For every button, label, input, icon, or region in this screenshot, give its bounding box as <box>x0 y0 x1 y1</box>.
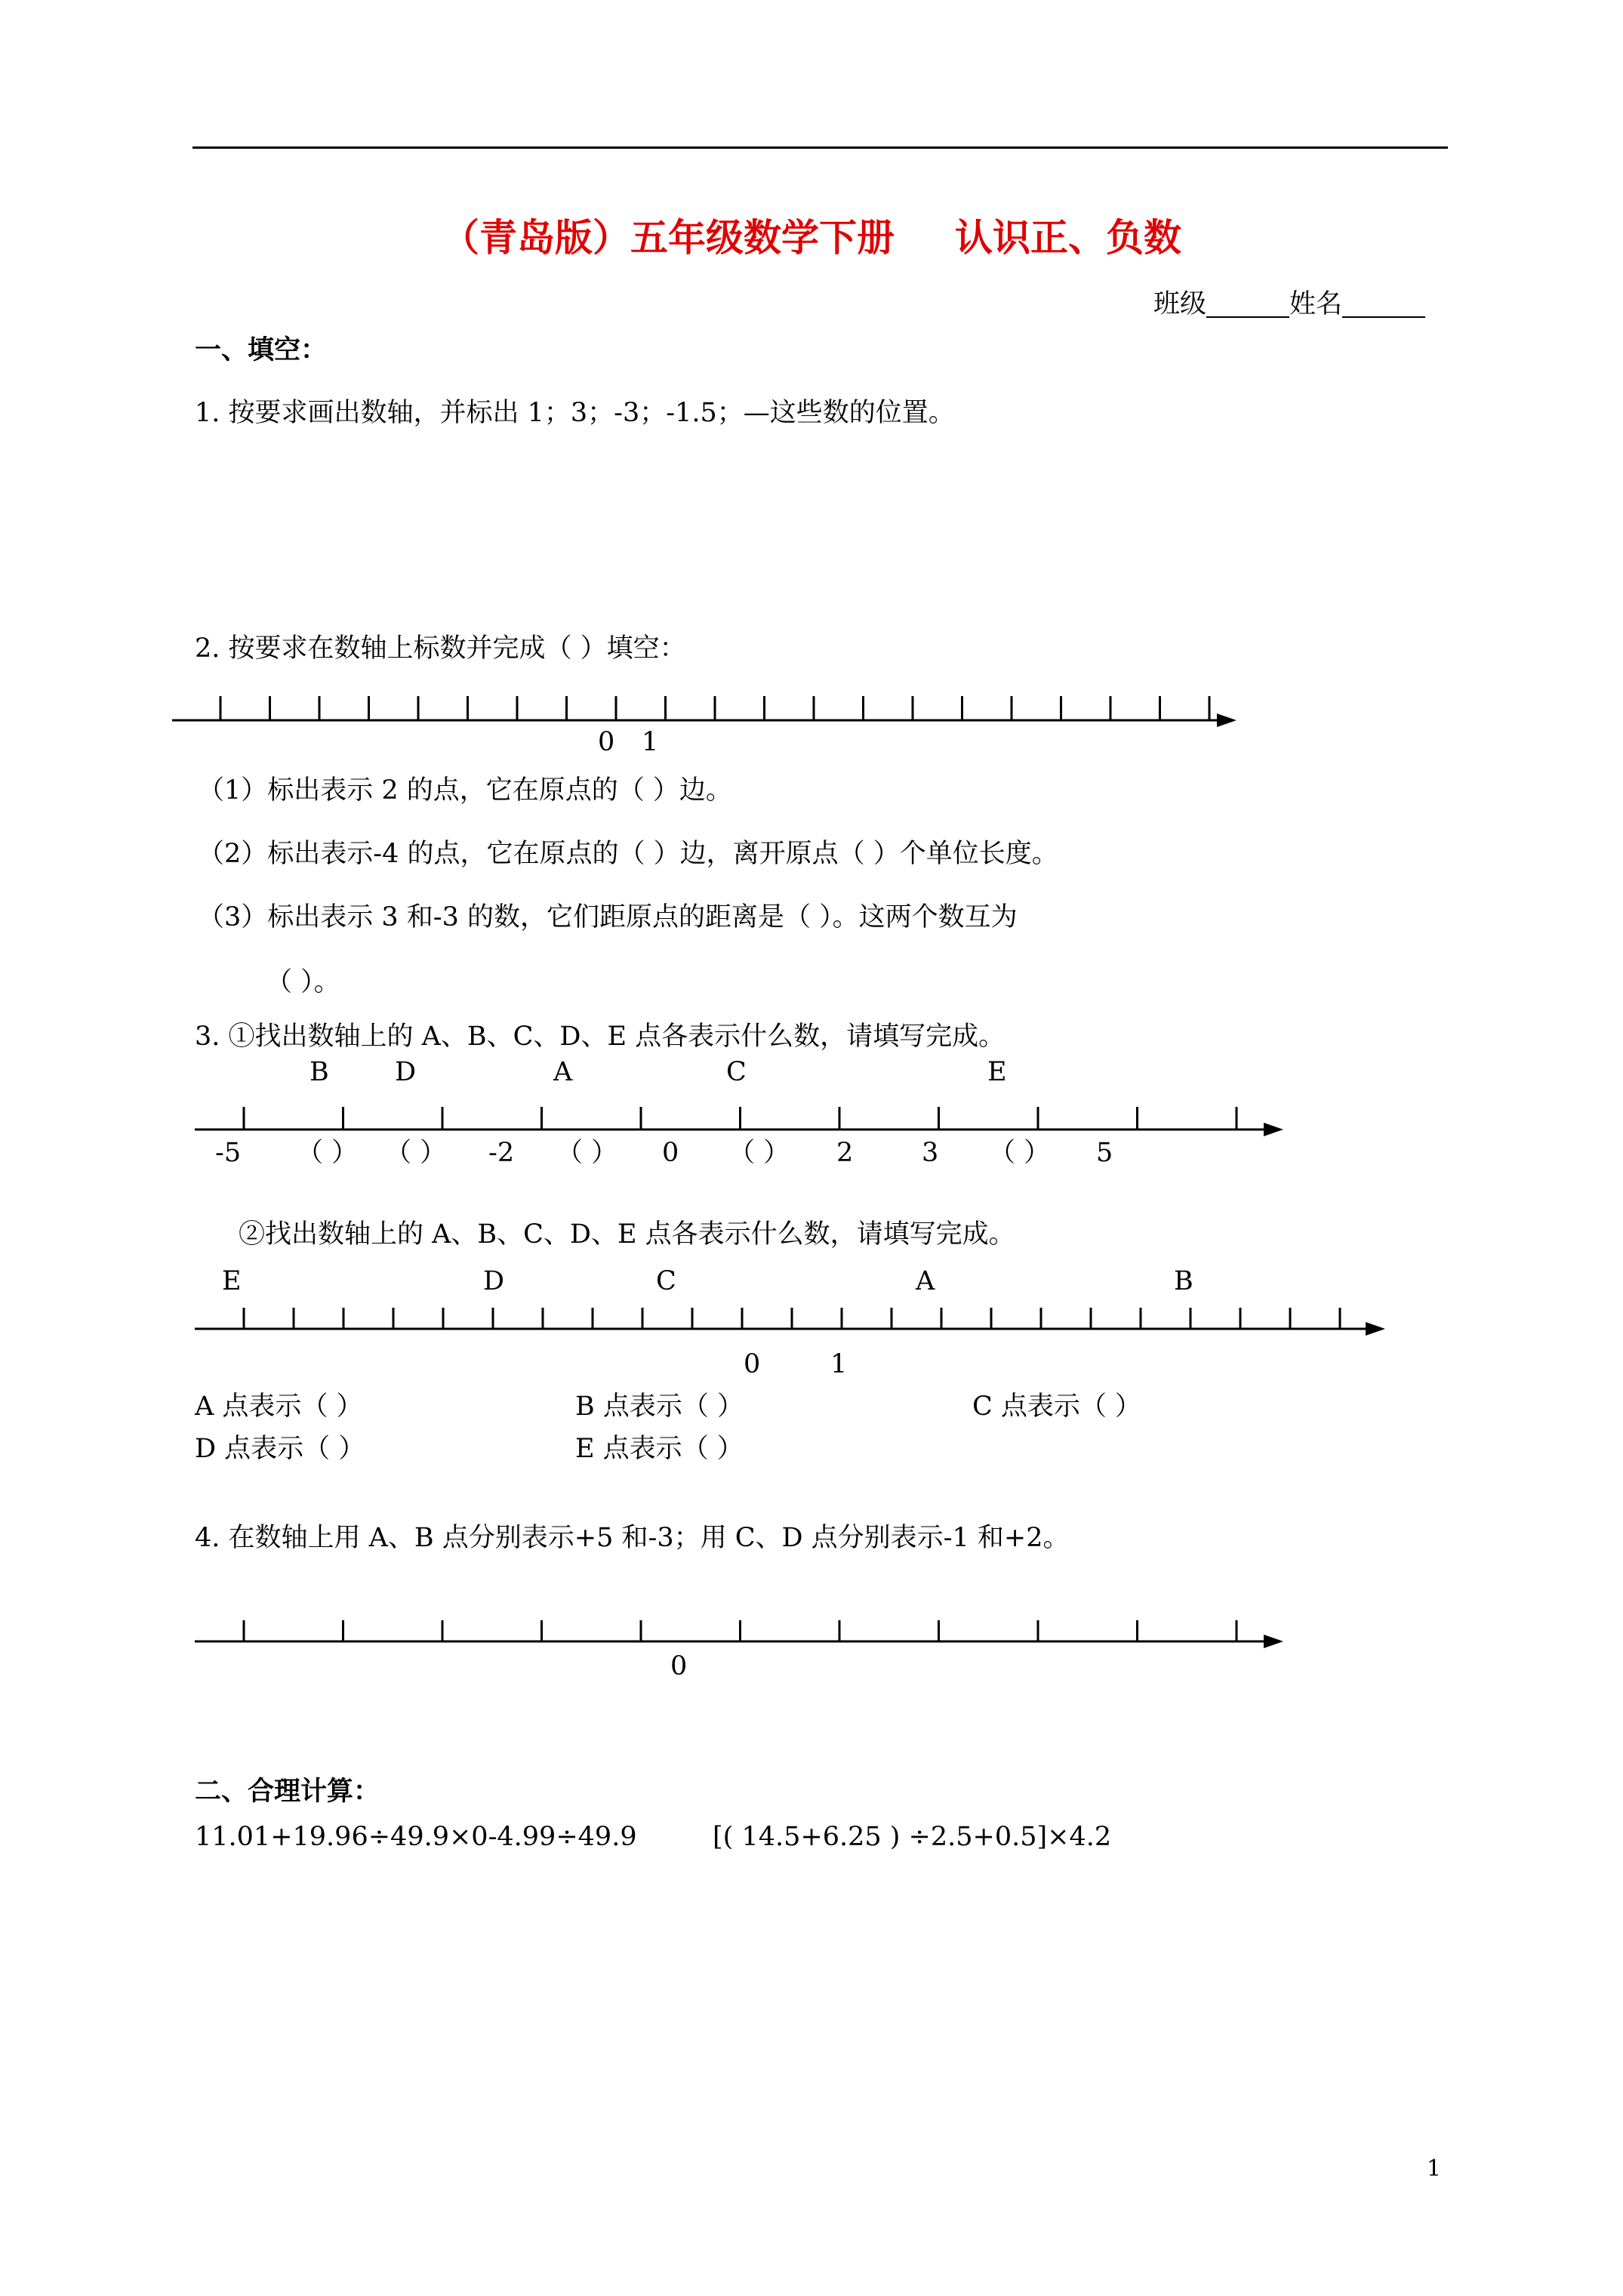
q3-letter-a: A <box>553 1057 573 1087</box>
title-part2: 认识正、负数 <box>955 215 1181 260</box>
q3-label-3: 3 <box>922 1138 939 1168</box>
q2-sub2: （2）标出表示-4 的点，它在原点的（ ）边，离开原点（ ）个单位长度。 <box>198 839 1058 869</box>
q3-label-blank1[interactable]: （ ） <box>297 1138 359 1168</box>
class-label: 班级 <box>1153 289 1207 319</box>
q3-letter-d: D <box>395 1057 417 1087</box>
q4-number-line <box>0 1608 1623 1669</box>
q3-label-0: 0 <box>662 1138 679 1168</box>
q3-part2-text: ②找出数轴上的 A、B、C、D、E 点各表示什么数，请填写完成。 <box>239 1219 1015 1250</box>
header-rule <box>192 146 1448 149</box>
q3b-letter-a: A <box>916 1266 935 1296</box>
q3b-letter-b: B <box>1174 1266 1193 1296</box>
q4-text: 4. 在数轴上用 A、B 点分别表示+5 和-3；用 C、D 点分别表示-1 和+2。 <box>195 1523 1070 1553</box>
q3b-letter-c: C <box>656 1266 676 1296</box>
q3-label-5: 5 <box>1096 1138 1113 1168</box>
name-label: 姓名 <box>1289 289 1343 319</box>
q2-axis-label-0: 0 <box>598 727 615 757</box>
q3b-axis-label-1: 1 <box>830 1349 848 1379</box>
q3-answer-c: C 点表示（ ） <box>972 1391 1142 1422</box>
q3-label-neg2: -2 <box>488 1138 515 1168</box>
q2-sub1: （1）标出表示 2 的点，它在原点的（ ）边。 <box>198 775 732 806</box>
q3b-letter-d: D <box>483 1266 505 1296</box>
q3-letter-e: E <box>987 1057 1007 1087</box>
q3-letter-b: B <box>310 1057 329 1087</box>
q3-letter-c: C <box>726 1057 747 1087</box>
q3b-letter-e: E <box>222 1266 242 1296</box>
q3-text: 3. ①找出数轴上的 A、B、C、D、E 点各表示什么数，请填写完成。 <box>195 1022 1006 1052</box>
q3-label-blank5[interactable]: （ ） <box>989 1138 1051 1168</box>
name-blank[interactable] <box>1342 294 1425 318</box>
q3-answer-d: D 点表示（ ） <box>195 1434 365 1464</box>
q3-answer-a: A 点表示（ ） <box>195 1391 363 1422</box>
q3-number-line-1 <box>0 1087 1623 1163</box>
class-name-line <box>1153 291 1425 318</box>
section1-heading: 一、填空： <box>195 335 328 365</box>
q3-answer-e: E 点表示（ ） <box>575 1434 744 1464</box>
q3-number-line-2 <box>0 1299 1623 1359</box>
section2-heading: 二、合理计算： <box>195 1777 380 1807</box>
q2-number-line <box>0 680 1623 770</box>
q2-sub3: （3）标出表示 3 和-3 的数，它们距原点的距离是（ ）。这两个数互为 <box>198 902 1018 932</box>
q3-answer-b: B 点表示（ ） <box>575 1391 744 1422</box>
q2-text: 2. 按要求在数轴上标数并完成（ ）填空： <box>195 633 686 664</box>
q3-label-neg5: -5 <box>215 1138 242 1168</box>
calc-expression-2: [( 14.5+6.25 ) ÷2.5+0.5]×4.2 <box>713 1822 1112 1852</box>
page-title <box>0 215 1623 260</box>
q1-text: 1. 按要求画出数轴，并标出 1；3；-3；-1.5；—这些数的位置。 <box>195 398 955 428</box>
class-blank[interactable] <box>1206 294 1289 318</box>
q2-sub3-cont: （ ）。 <box>266 967 340 997</box>
page-number: 1 <box>1427 2156 1442 2182</box>
q3-label-blank3[interactable]: （ ） <box>556 1138 618 1168</box>
q3-label-2: 2 <box>836 1138 854 1168</box>
q3-label-blank4[interactable]: （ ） <box>728 1138 790 1168</box>
q3b-axis-label-0: 0 <box>744 1349 761 1379</box>
q4-axis-label-0: 0 <box>670 1651 688 1681</box>
q3-label-blank2[interactable]: （ ） <box>385 1138 447 1168</box>
title-part1: （青岛版）五年级数学下册 <box>442 215 895 260</box>
q2-axis-label-1: 1 <box>642 727 659 757</box>
calc-expression-1: 11.01+19.96÷49.9×0-4.99÷49.9 <box>195 1822 637 1852</box>
